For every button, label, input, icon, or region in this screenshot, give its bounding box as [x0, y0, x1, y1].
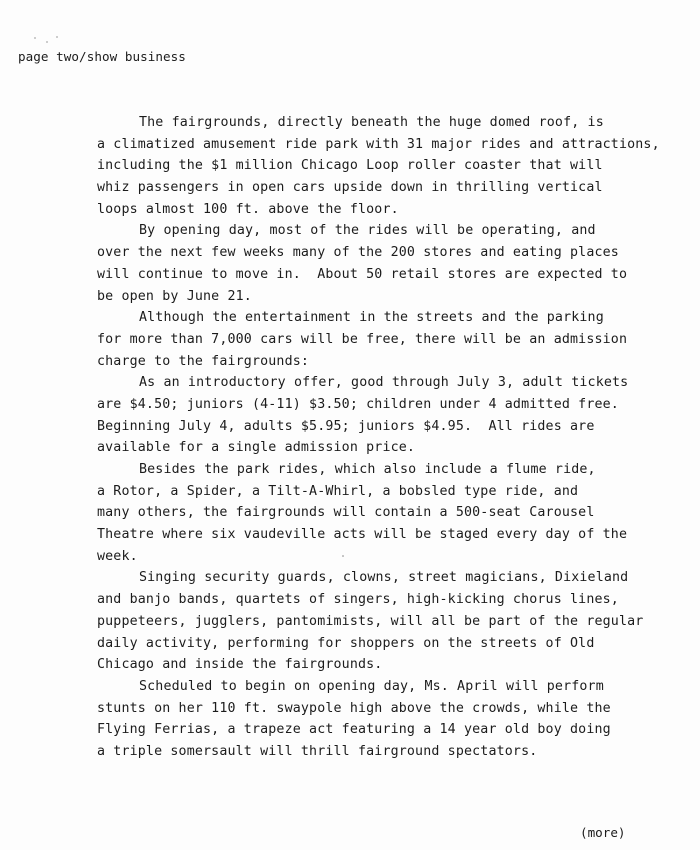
- text-line: a Rotor, a Spider, a Tilt-A-Whirl, a bobsled type ride, and: [97, 483, 579, 499]
- text-line: stunts on her 110 ft. swaypole high above the crowds, while the: [97, 700, 611, 716]
- text-line: will continue to move in. About 50 retail stores are expected to: [97, 266, 628, 282]
- text-line: The fairgrounds, directly beneath the huge domed roof, is: [139, 115, 604, 130]
- text-line: for more than 7,000 cars will be free, there will be an admission: [97, 331, 628, 347]
- text-line: loops almost 100 ft. above the floor.: [97, 201, 399, 217]
- text-line: puppeteers, jugglers, pantomimists, will all be part of the regular: [97, 613, 644, 629]
- paragraph: [97, 567, 697, 675]
- text-line: many others, the fairgrounds will contain a 500-seat Carousel: [97, 505, 595, 521]
- text-line: daily activity, performing for shoppers on the streets of Old: [97, 635, 595, 651]
- text-line: Scheduled to begin on opening day, Ms. April will perform: [139, 678, 604, 694]
- text-line: Besides the park rides, which also include a flume ride,: [139, 462, 596, 477]
- page-header: page two/show business: [18, 49, 186, 64]
- paper-speck: [34, 37, 36, 39]
- text-line: Flying Ferrias, a trapeze act featuring a 14 year old boy doing: [97, 722, 611, 738]
- text-line: and banjo bands, quartets of singers, high-kicking chorus lines,: [97, 592, 619, 608]
- body-text: [97, 112, 697, 763]
- text-line: Chicago and inside the fairgrounds.: [97, 657, 383, 673]
- text-line: over the next few weeks many of the 200 stores and eating places: [97, 245, 619, 261]
- paragraph: [97, 372, 697, 459]
- text-line: available for a single admission price.: [97, 440, 416, 456]
- text-line: are $4.50; juniors (4-11) $3.50; children under 4 admitted free.: [97, 396, 619, 412]
- paragraph: [97, 676, 697, 763]
- paragraph: [97, 112, 697, 220]
- text-line: charge to the fairgrounds:: [97, 353, 310, 369]
- paragraph: [97, 459, 697, 567]
- paragraph: [97, 220, 697, 307]
- text-line: a triple somersault will thrill fairground spectators.: [97, 743, 538, 759]
- text-line: Although the entertainment in the streets and the parking: [139, 310, 604, 326]
- text-line: whiz passengers in open cars upside down in thrilling vertical: [97, 180, 603, 196]
- text-line: As an introductory offer, good through July 3, adult tickets: [139, 375, 629, 391]
- text-line: Singing security guards, clowns, street magicians, Dixieland: [139, 570, 629, 586]
- paper-speck: [56, 36, 58, 38]
- text-line: be open by June 21.: [97, 288, 252, 304]
- text-line: a climatized amusement ride park with 31 major rides and attractions,: [97, 136, 660, 152]
- text-line: Theatre where six vaudeville acts will be staged every day of the: [97, 527, 628, 543]
- paper-speck: [46, 41, 48, 43]
- text-line: week.: [97, 548, 138, 564]
- text-line: By opening day, most of the rides will be operating, and: [139, 223, 596, 239]
- text-line: including the $1 million Chicago Loop roller coaster that will: [97, 158, 603, 174]
- paragraph: [97, 307, 697, 372]
- text-line: Beginning July 4, adults $5.95; juniors $4.95. All rides are: [97, 418, 595, 434]
- continued-marker: (more): [580, 825, 626, 840]
